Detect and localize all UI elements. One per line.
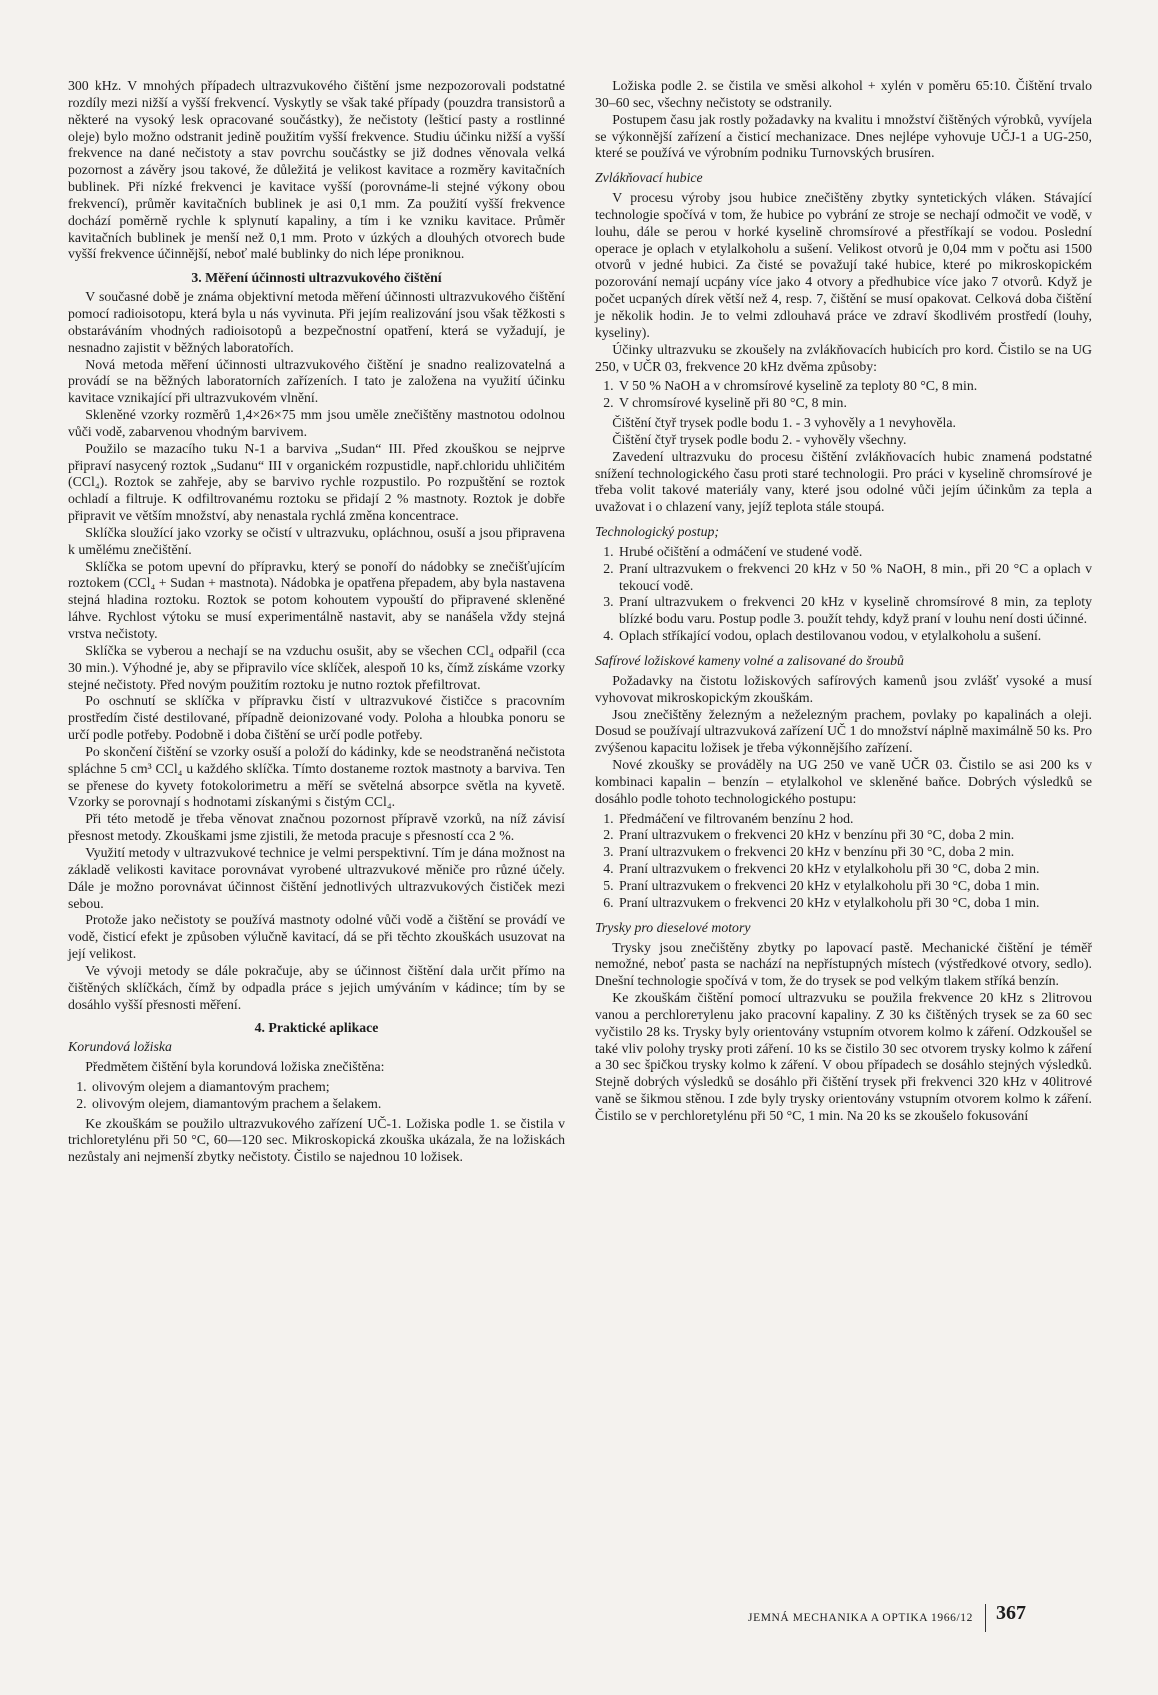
result-line: Čištění čtyř trysek podle bodu 1. - 3 vyhověly a 1 nevyhověla.: [612, 415, 956, 431]
paragraph: Zavedení ultrazvuku do procesu čištění zvlákňovacích hubic znamená podstatné snížení technologického času proti staré technologii. Pro práci v kyselině chromsírové je třeba volit takové materiály vany, které jsou odolné vůči jejím účinkům za tepla a uvažovat i o chlazení vany, jejíž teplota stále stoupá.: [595, 448, 1092, 515]
subheading: Safírové ložiskové kameny volné a zalisované do šroubů: [595, 653, 904, 668]
paragraph: Účinky ultrazvuku se zkoušely na zvlákňovacích hubicích pro kord. Čistilo se na UG 250, v UČR 03, frekvence 20 kHz dvěma způsoby:: [595, 341, 1092, 374]
list-item: 1. Hrubé očištění a odmáčení ve studené vodě.: [617, 544, 1092, 561]
subheading: Trysky pro dieselové motory: [595, 919, 751, 935]
paragraph: Při této metodě je třeba věnovat značnou pozornost přípravě vzorků, na níž závisí přesnost metody. Zkouškami jsme zjistili, že metoda pracuje s přesností cca 2 %.: [68, 811, 565, 844]
page-number: 367: [996, 1602, 1026, 1624]
paragraph: Protože jako nečistoty se používá mastnoty odolné vůči vodě a čištění se provádí ve vodě, čisticí efekt je způsoben výlučně kavitací, dá se při těchto zkouškách usuzovat na její velikost.: [68, 912, 565, 962]
paragraph: Ložiska podle 2. se čistila ve směsi alkohol + xylén v poměru 65:10. Čištění trvalo 30–60 sec, všechny nečistoty se odstranily.: [595, 78, 1092, 110]
section-heading: 4. Praktické aplikace: [254, 1020, 379, 1036]
section-heading: 3. Měření účinnosti ultrazvukového čištění: [191, 270, 442, 286]
list-item: 2. Praní ultrazvukem o frekvenci 20 kHz v benzínu při 30 °C, doba 2 min.: [617, 827, 1092, 844]
list-item: 4. Oplach stříkající vodou, oplach destilovanou vodou, v etylalkoholu a sušení.: [617, 628, 1092, 645]
subheading: Zvlákňovací hubice: [595, 170, 703, 186]
subheading: Korundová ložiska: [68, 1039, 172, 1055]
paragraph: Skleněné vzorky rozměrů 1,4×26×75 mm jsou uměle znečištěny mastnotou odolnou vůči vodě, zabarvenou vhodným barvivem.: [68, 407, 565, 439]
paragraph: Využití metody v ultrazvukové technice je velmi perspektivní. Tím je dána možnost na základě velikosti kavitace porovnávat vyrobené ultrazvukové měniče pro různé účely. Dále je možno porovnávat účinnost čištění jednotlivých ultrazvukových čističek mezi sebou.: [68, 844, 565, 911]
result-line: Čištění čtyř trysek podle bodu 2. - vyhověly všechny.: [612, 431, 907, 447]
paragraph: Ve vývoji metody se dále pokračuje, aby se účinnost čištění dala určit přímo na čištěných sklíčkách, čímž by odpadla práce s jejich umýváním v kádince; tím by se dosáhlo vyšší přesnosti měření.: [68, 962, 565, 1012]
paragraph: Po oschnutí se sklíčka v přípravku čistí v ultrazvukové čističce s pracovním prostředím čisté destilované, případně deionizované vody. Poloha a hloubka ponoru se určí podle potřeby. Podobně i doba čištění se určí podle potřeby.: [68, 693, 565, 743]
list-item: 4. Praní ultrazvukem o frekvenci 20 kHz v etylalkoholu při 30 °C, doba 2 min.: [617, 861, 1092, 878]
list-item: 1. olivovým olejem a diamantovým prachem;: [90, 1079, 565, 1096]
journal-title: JEMNÁ MECHANIKA A OPTIKA 1966/12: [748, 1612, 973, 1624]
paragraph: Požadavky na čistotu ložiskových safírových kamenů jsou zvlášť vysoké a musí vyhovovat mikroskopickým zkouškám.: [595, 672, 1092, 705]
list-item: 6. Praní ultrazvukem o frekvenci 20 kHz v etylalkoholu při 30 °C, doba 1 min.: [617, 895, 1092, 912]
list-item: 2. Praní ultrazvukem o frekvenci 20 kHz v 50 % NaOH, 8 min., při 20 °C a oplach v tekoucí vodě.: [617, 561, 1092, 595]
numbered-list: [595, 378, 1092, 412]
left-column: [68, 78, 565, 1166]
subheading: Technologický postup;: [595, 524, 720, 540]
numbered-list: [68, 1079, 565, 1113]
paragraph: Sklíčka sloužící jako vzorky se očistí v ultrazvuku, opláchnou, osuší a jsou připravena k umělému znečištění.: [68, 524, 565, 557]
paragraph: Nová metoda měření účinnosti ultrazvukového čištění je snadno realizovatelná a provádí se na běžných laboratorních zařízeních. I tato je založena na využití účinku kavitace vznikající při ultrazvukovém vlnění.: [68, 356, 565, 406]
list-item: 2. V chromsírové kyselině při 80 °C, 8 min.: [617, 395, 1092, 412]
list-item: 3. Praní ultrazvukem o frekvenci 20 kHz v benzínu při 30 °C, doba 2 min.: [617, 844, 1092, 861]
paragraph: V současné době je známa objektivní metoda měření účinnosti ultrazvukového čištění pomocí radioisotopu, která byla u nás vyvinuta. Při jejím realizování jsou však těžkosti s obstaráváním vhodných radioisotopů a bezpečnostní opatření, která se vyžadují, je nesnadno zajistit v běžných laboratořích.: [68, 289, 565, 355]
list-item: 1. Předmáčení ve filtrovaném benzínu 2 hod.: [617, 811, 1092, 828]
paragraph: Ke zkouškám se použilo ultrazvukového zařízení UČ-1. Ložiska podle 1. se čistila v trichloretylénu při 50 °C, 60—120 sec. Mikroskopická zkouška ukázala, že na ložiskách nezůstaly ani nejmenší zbytky nečistoty. Čistilo se najednou 10 ložisek.: [68, 1115, 565, 1165]
footer-divider: [985, 1604, 986, 1632]
list-item: 5. Praní ultrazvukem o frekvenci 20 kHz v etylalkoholu při 30 °C, doba 1 min.: [617, 878, 1092, 895]
list-item: 3. Praní ultrazvukem o frekvenci 20 kHz v kyselině chromsírové 8 min, za teploty blízké bodu varu. Postup podle 3. použít tehdy, když praní v louhu není dosti účinné.: [617, 594, 1092, 628]
paragraph: Po skončení čištění se vzorky osuší a položí do kádinky, kde se neodstraněná nečistota spláchne 5 cm³ CCl₄ u každého sklíčka. Tímto dostaneme roztok mastnoty a barviva. Ten se přenese do kyvety fotokolorimetru a měří se světelná absorpce světla na kyvetě. Vzorky se porovnají s hodnotami získanými s čistým CCl₄.: [68, 743, 565, 810]
paragraph: Použilo se mazacího tuku N-1 a barviva „Sudan“ III. Před zkouškou se nejprve připraví nasycený roztok „Sudanu“ III v organickém rozpustidle, např.chloridu uhličitém (CCl₄). Roztok se zahřeje, aby se barvivo rychle rozpustilo. Po rozpuštění se roztok ochladí a filtruje. K odfiltrovanému roztoku se přidají 2 % mastnoty. Roztok je dobře připravit ve větším množství, aby nenastala rychlá změna koncentrace.: [68, 440, 565, 524]
paragraph: Postupem času jak rostly požadavky na kvalitu i množství čištěných výrobků, vyvíjela se výkonnější zařízení a čisticí mechanizace. Dnes nejlépe vyhovuje UČJ-1 a UG-250, které se používá ve výrobním podniku Turnovských brusíren.: [595, 111, 1092, 161]
list-item: 1. V 50 % NaOH a v chromsírové kyselině za teploty 80 °C, 8 min.: [617, 378, 1092, 395]
paragraph: Sklíčka se potom upevní do přípravku, který se ponoří do nádobky se znečišťujícím roztokem (CCl₄ + Sudan + mastnota). Nádobka je opatřena přepadem, aby byla nastavena stejná hladina roztoku. Roztok se potom kohoutem vypouští do připravené skleněné láhve. Rychlost výtoku se musí experimentálně nastavit, aby se nanášela vždy stejná vrstva nečistoty.: [68, 558, 565, 641]
right-column: [595, 78, 1092, 1125]
paragraph: Ke zkouškám čištění pomocí ultrazvuku se použila frekvence 20 kHz s 2litrovou vanou a perchlorетylenu jako pracovní kapaliny. Z 30 ks čištěných trysek se za 60 sec vyčistilo 28 ks. Trysky byly orientovány vstupním otvorem kolmo k záření. Odzkoušel se také vliv polohy trysky proti záření. 10 ks se čistilo 30 sec otvorem trysky kolmo k záření a 30 sec špičkou trysky kolmo k záření. V obou případech se dosáhlo stejných výsledků. Stejně dobrých výsledků se dosáhlo při čištění trysek při frekvenci 320 kHz v 40litrové vaně se šikmou stěnou. I zde byly trysky orientovány vstupním otvorem kolmo k záření. Čistilo se v perchloretylénu při 50 °C, 1 min. Na 20 ks se zkoušelo fokusování: [595, 990, 1092, 1123]
paragraph: V procesu výroby jsou hubice znečištěny zbytky syntetických vláken. Stávající technologie spočívá v tom, že hubice po vybrání ze stroje se nechají odmočit ve vodě, v louhu, dále se perou v horké kyselině chromsírové a přestříkají se vodou. Poslední operace je oplach v etylalkoholu a sušení. Velikost otvorů je 0,04 mm v počtu asi 1500 otvorů v jedné hubici. Za čisté se považují také hubice, které po mikroskopickém pozorování nemají ucpány více jako 4 otvory a předhubice více jako 7 otvorů. Když je počet ucpaných dírek větší než 4, resp. 7, čištění se musí opakovat. Celková doba čištění je několik hodin. Je to velmi zdlouhavá práce ve zdraví škodlivém prostředí (louhy, kyseliny).: [595, 190, 1092, 340]
numbered-list: [595, 544, 1092, 645]
paragraph: Jsou znečištěny železným a neželezným prachem, povlaky po kapalinách a oleji. Dosud se používají ultrazvuková zařízení UČ 1 do množství náplně maximálně 50 ks. Pro zvýšenou kapacitu ložisek je třeba výkonnějšího zařízení.: [595, 706, 1092, 756]
paragraph: Nové zkoušky se prováděly na UG 250 ve vaně UČR 03. Čistilo se asi 200 ks v kombinaci kapalin – benzín – etylalkohol ve skleněné baňce. Dobrých výsledků se dosáhlo podle tohoto technologického postupu:: [595, 757, 1092, 806]
paragraph: Trysky jsou znečištěny zbytky po lapovací pastě. Mechanické čištění je téměř nemožné, neboť pasta se nachází na nepřístupných místech (výstředkové otvory, sedlo). Dnešní technologie spočívá v tom, že do trysek se pod velkým tlakem stříká benzín.: [595, 939, 1092, 989]
paragraph: Předmětem čištění byla korundová ložiska znečištěna:: [85, 1059, 385, 1075]
list-item: 2. olivovým olejem, diamantovým prachem a šelakem.: [90, 1096, 565, 1113]
paragraph: Sklíčka se vyberou a nechají se na vzduchu osušit, aby se všechen CCl₄ odpařil (cca 30 min.). Výhodné je, aby se připravilo více sklíček, alespoň 10 ks, čímž získáme vzorky stejné nečistoty. Před novým použitím roztoku je nutno roztok přefiltrovat.: [68, 642, 565, 692]
numbered-list: [595, 811, 1092, 912]
page-footer: [748, 1598, 1088, 1632]
paragraph: 300 kHz. V mnohých případech ultrazvukového čištění jsme nezpozorovali podstatné rozdíly mezi nižší a vyšší frekvencí. Vyskytly se však také případy (pouzdra transistorů a některé na vysoký lesk opracované součástky), že nečistoty (lešticí pasty a rostlinné oleje) bylo možno odstranit jedině použitím vyšší frekvence. Studiu účinku nižší a vyšší frekvence na dané nečistoty a stav povrchu součástky se již dodnes věnovala velká pozornost a závěry jsou takové, že důležitá je velikost kavitace a rozměry kavitačních bublinek. Při nízké frekvenci je kavitace vyšší (porovnáme-li stejné výkony obou frekvencí), průměr kavitačních bublinek je asi 0,1 mm. Za použití vyšší frekvence dochází poměrně rychle k splynutí kapaliny, a tím i ke vzniku kavitace. Průměr kavitačních bublinek je menší než 0,1 mm. Proto v úzkých a dlouhých otvorech bude vyšší frekvence účinnější, neboť malé bublinky do nich lépe proniknou.: [68, 78, 565, 262]
